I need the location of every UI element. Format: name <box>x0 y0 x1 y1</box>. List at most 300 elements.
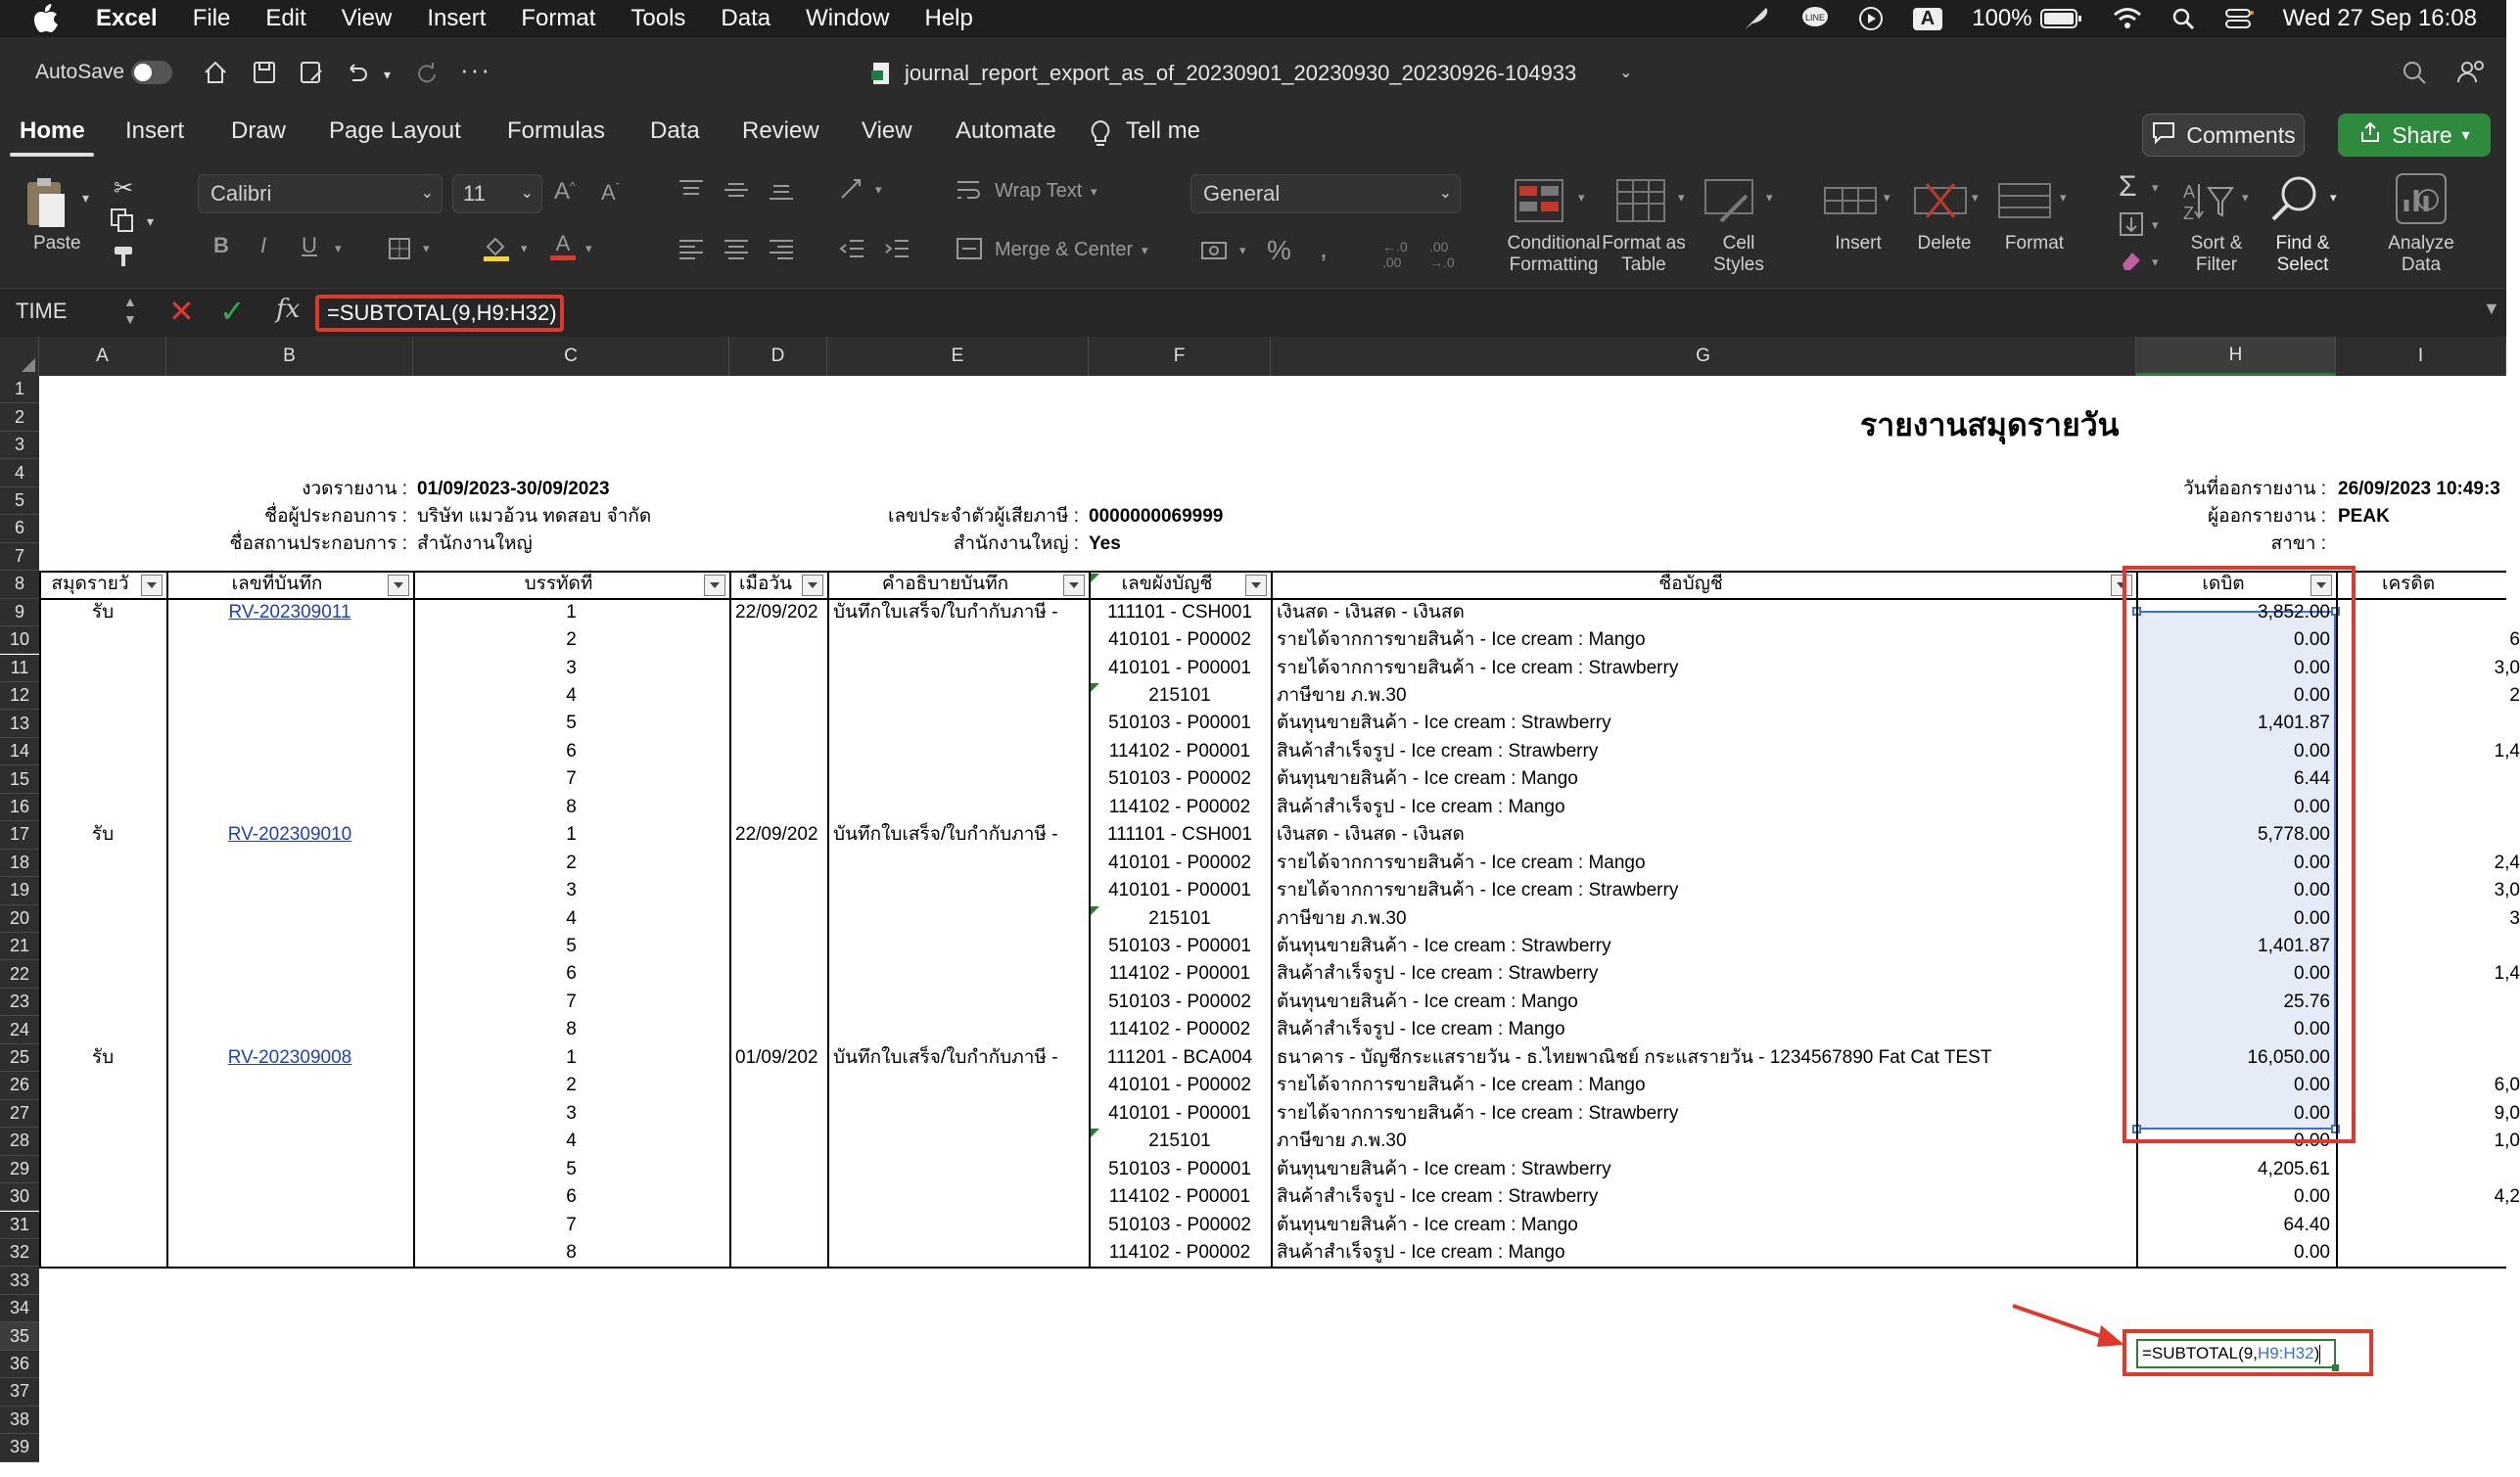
table-cell[interactable]: 4 <box>566 1131 577 1152</box>
row-header[interactable]: 24 <box>0 1016 39 1043</box>
fill-color-icon[interactable] <box>482 233 511 267</box>
cancel-formula-icon[interactable]: ✕ <box>168 294 195 329</box>
align-middle-icon[interactable] <box>723 178 750 207</box>
menu-view[interactable]: View <box>341 5 393 31</box>
row-header[interactable]: 11 <box>0 655 39 682</box>
undo-icon[interactable] <box>343 59 370 91</box>
table-cell[interactable]: 5 <box>566 1158 577 1179</box>
credit-cell[interactable]: 4,2 <box>2494 1186 2520 1208</box>
tab-automate[interactable]: Automate <box>956 117 1056 144</box>
undo-dropdown-icon[interactable]: ▾ <box>384 67 392 82</box>
paste-label[interactable]: Paste <box>33 233 81 254</box>
table-cell[interactable]: รายได้จากการขายสินค้า - Ice cream : Strawberry <box>1277 657 1679 678</box>
menu-tools[interactable]: Tools <box>630 5 686 31</box>
row-header[interactable]: 30 <box>0 1183 39 1211</box>
share-button[interactable] <box>2338 114 2491 157</box>
align-bottom-icon[interactable] <box>768 178 795 207</box>
apple-icon[interactable] <box>29 2 63 35</box>
table-cell[interactable]: ต้นทุนขายสินค้า - Ice cream : Strawberry <box>1277 1158 1611 1179</box>
table-cell[interactable]: ภาษีขาย ภ.พ.30 <box>1277 684 1407 706</box>
table-header-cell[interactable]: สมุดรายวั <box>51 574 129 595</box>
table-cell[interactable]: 410101 - P00001 <box>1108 880 1251 901</box>
branch-label[interactable]: สาขา : <box>2270 533 2326 554</box>
table-cell[interactable]: สินค้าสำเร็จรูป - Ice cream : Strawberry <box>1277 740 1599 762</box>
table-cell[interactable]: 114102 - P00002 <box>1108 1241 1251 1263</box>
period-value[interactable]: 01/09/2023-30/09/2023 <box>417 479 610 499</box>
analyze-data-label[interactable]: Analyze Data <box>2388 233 2454 275</box>
filter-dropdown-icon[interactable] <box>141 575 163 596</box>
debit-cell[interactable]: 0.00 <box>2294 1241 2330 1263</box>
expand-formula-icon[interactable]: ▼ <box>2483 299 2500 318</box>
filter-dropdown-icon[interactable] <box>802 575 823 596</box>
filter-dropdown-icon[interactable] <box>388 575 409 596</box>
debit-cell[interactable]: 16,050.00 <box>2247 1046 2330 1068</box>
feather-icon[interactable] <box>1743 6 1772 31</box>
table-cell[interactable]: 510103 - P00002 <box>1108 1214 1251 1235</box>
comments-button[interactable] <box>2142 114 2305 157</box>
row-header[interactable]: 29 <box>0 1156 39 1183</box>
table-cell[interactable]: สินค้าสำเร็จรูป - Ice cream : Strawberry <box>1277 1186 1599 1208</box>
font-name-select[interactable] <box>198 174 443 213</box>
issued-label[interactable]: วันที่ออกรายงาน : <box>2182 479 2326 499</box>
table-cell[interactable]: 114102 - P00001 <box>1108 963 1251 985</box>
menu-insert[interactable]: Insert <box>427 5 487 31</box>
debit-cell[interactable]: 0.00 <box>2294 852 2330 873</box>
table-cell[interactable]: 114102 - P00002 <box>1108 1019 1251 1040</box>
table-cell[interactable]: 8 <box>566 1241 577 1263</box>
row-header[interactable]: 19 <box>0 877 39 904</box>
table-cell[interactable]: 01/09/202 <box>735 1046 818 1068</box>
table-cell[interactable]: 114102 - P00001 <box>1108 1186 1251 1208</box>
filter-dropdown-icon[interactable] <box>1063 575 1085 596</box>
tab-formulas[interactable]: Formulas <box>507 117 606 144</box>
taxid-label[interactable]: เลขประจำตัวผู้เสียภาษี : <box>887 506 1079 527</box>
italic-icon[interactable]: I <box>260 233 267 257</box>
debit-cell[interactable]: 0.00 <box>2294 1131 2330 1152</box>
table-cell[interactable]: 410101 - P00002 <box>1108 852 1251 873</box>
table-cell[interactable]: 7 <box>566 768 577 790</box>
conditional-formatting-label[interactable]: Conditional Formatting <box>1507 233 1601 275</box>
table-cell[interactable]: เงินสด - เงินสด - เงินสด <box>1277 601 1465 623</box>
credit-cell[interactable]: 3 <box>2509 907 2520 929</box>
table-cell[interactable]: 111101 - CSH001 <box>1107 824 1252 846</box>
spotlight-search-icon[interactable] <box>2171 7 2195 30</box>
formula-input[interactable] <box>315 295 564 332</box>
table-cell[interactable]: 410101 - P00001 <box>1108 1102 1251 1124</box>
control-center-icon[interactable] <box>2224 7 2254 30</box>
location-value[interactable]: สำนักงานใหญ่ <box>417 533 533 554</box>
credit-cell[interactable]: 3,0 <box>2494 657 2520 678</box>
table-cell[interactable]: 510103 - P00001 <box>1108 936 1251 956</box>
tab-data[interactable]: Data <box>650 117 700 144</box>
tab-insert[interactable]: Insert <box>125 117 185 144</box>
clear-dropdown-icon[interactable]: ▾ <box>2152 254 2159 269</box>
column-header[interactable]: I <box>2336 337 2506 376</box>
table-cell[interactable]: สินค้าสำเร็จรูป - Ice cream : Mango <box>1277 796 1565 817</box>
table-header-cell[interactable]: เดบิต <box>2202 574 2245 595</box>
save-icon[interactable] <box>251 59 278 91</box>
error-indicator-icon[interactable] <box>1091 683 1099 692</box>
wifi-icon[interactable] <box>2113 7 2142 30</box>
percent-icon[interactable]: % <box>1267 235 1291 265</box>
report-title[interactable]: รายงานสมุดรายวัน <box>1860 407 2120 442</box>
issuer-label[interactable]: ผู้ออกรายงาน : <box>2208 506 2326 527</box>
row-header[interactable]: 36 <box>0 1351 39 1378</box>
table-cell[interactable]: 3 <box>566 880 577 901</box>
table-cell[interactable]: 22/09/202 <box>735 824 818 846</box>
fill-down-icon[interactable] <box>2119 211 2144 242</box>
row-header[interactable]: 27 <box>0 1100 39 1128</box>
table-cell[interactable]: รับ <box>91 824 115 846</box>
font-color-dropdown-icon[interactable]: ▾ <box>585 241 592 255</box>
headoffice-label[interactable]: สำนักงานใหญ่ : <box>953 533 1079 554</box>
format-as-table-label[interactable]: Format as Table <box>1602 233 1686 275</box>
format-painter-icon[interactable] <box>112 245 137 275</box>
conditional-formatting-icon[interactable] <box>1514 178 1564 228</box>
paste-icon[interactable] <box>23 174 67 238</box>
table-cell[interactable]: 6 <box>566 963 577 985</box>
cell-styles-icon[interactable] <box>1703 178 1754 228</box>
table-cell[interactable]: 510103 - P00002 <box>1108 768 1251 790</box>
increase-decimal-icon[interactable]: ←.0 .00 <box>1382 239 1408 270</box>
format-cells-dropdown-icon[interactable]: ▾ <box>2060 190 2067 205</box>
menu-edit[interactable]: Edit <box>265 5 306 31</box>
debit-cell[interactable]: 0.00 <box>2294 796 2330 817</box>
align-left-icon[interactable] <box>677 237 705 265</box>
autosum-dropdown-icon[interactable]: ▾ <box>2152 180 2159 195</box>
column-header[interactable]: B <box>166 337 413 376</box>
table-cell[interactable]: 5 <box>566 936 577 956</box>
table-cell[interactable]: 4 <box>566 684 577 706</box>
menu-help[interactable]: Help <box>924 5 973 31</box>
row-header[interactable]: 20 <box>0 905 39 933</box>
debit-cell[interactable]: 4,205.61 <box>2258 1158 2330 1179</box>
row-header[interactable]: 6 <box>0 515 39 542</box>
borders-icon[interactable] <box>388 237 411 265</box>
row-header[interactable]: 35 <box>0 1322 39 1350</box>
table-cell[interactable]: 410101 - P00002 <box>1108 629 1251 651</box>
journal-link[interactable]: RV-202309008 <box>227 1046 352 1068</box>
row-header[interactable]: 33 <box>0 1267 39 1294</box>
sort-filter-label[interactable]: Sort & Filter <box>2190 233 2243 275</box>
table-cell[interactable]: 410101 - P00001 <box>1108 657 1251 678</box>
battery-icon[interactable] <box>2040 8 2083 29</box>
taxid-value[interactable]: 0000000069999 <box>1089 506 1224 527</box>
debit-cell[interactable]: 1,401.87 <box>2258 713 2330 734</box>
wrap-text-icon[interactable] <box>956 178 983 208</box>
table-cell[interactable]: 2 <box>566 629 577 651</box>
merge-center-icon[interactable] <box>956 237 983 265</box>
more-icon[interactable]: ··· <box>460 55 491 84</box>
find-select-dropdown-icon[interactable]: ▾ <box>2330 190 2337 205</box>
debit-cell[interactable]: 0.00 <box>2294 657 2330 678</box>
table-header-cell[interactable]: ชื่อบัญชี <box>1658 574 1723 595</box>
debit-cell[interactable]: 0.00 <box>2294 1019 2330 1040</box>
table-cell[interactable]: 6 <box>566 1186 577 1208</box>
row-header[interactable]: 2 <box>0 403 39 431</box>
row-header[interactable]: 5 <box>0 487 39 515</box>
menu-data[interactable]: Data <box>721 5 771 31</box>
journal-link[interactable]: RV-202309010 <box>227 824 352 846</box>
row-header[interactable]: 39 <box>0 1434 39 1461</box>
filter-dropdown-icon[interactable] <box>704 575 725 596</box>
sort-filter-dropdown-icon[interactable]: ▾ <box>2242 190 2249 205</box>
row-header[interactable]: 10 <box>0 626 39 654</box>
table-cell[interactable]: 215101 <box>1148 1131 1211 1152</box>
table-cell[interactable]: 111101 - CSH001 <box>1107 601 1252 623</box>
document-title[interactable]: journal_report_export_as_of_20230901_20230930_20230926-104933 <box>905 61 1577 85</box>
menu-window[interactable]: Window <box>806 5 890 31</box>
column-header[interactable]: G <box>1271 337 2136 376</box>
table-cell[interactable]: 215101 <box>1148 907 1211 929</box>
select-all-corner[interactable] <box>0 337 39 376</box>
debit-cell[interactable]: 0.00 <box>2294 740 2330 762</box>
format-cells-label[interactable]: Format <box>2004 233 2065 254</box>
table-cell[interactable]: รายได้จากการขายสินค้า - Ice cream : Mango <box>1277 629 1646 651</box>
autosum-icon[interactable]: Σ <box>2119 170 2137 203</box>
menu-file[interactable]: File <box>192 5 231 31</box>
table-cell[interactable]: 8 <box>566 1019 577 1040</box>
table-cell[interactable]: 114102 - P00002 <box>1108 796 1251 817</box>
align-right-icon[interactable] <box>768 237 795 265</box>
row-header[interactable]: 25 <box>0 1044 39 1072</box>
orientation-icon[interactable] <box>838 176 867 207</box>
table-cell[interactable]: บันทึกใบเสร็จ/ใบกำกับภาษี - <box>833 601 1058 623</box>
credit-cell[interactable]: 6 <box>2509 629 2520 651</box>
column-header[interactable]: H <box>2136 337 2336 376</box>
error-indicator-icon[interactable] <box>1091 574 1099 582</box>
redo-icon[interactable] <box>413 59 441 91</box>
row-header[interactable]: 12 <box>0 682 39 710</box>
autosave-toggle[interactable] <box>131 61 172 84</box>
debit-cell[interactable]: 0.00 <box>2294 1186 2330 1208</box>
row-header[interactable]: 16 <box>0 794 39 821</box>
format-cells-icon[interactable] <box>1997 178 2052 228</box>
decrease-decimal-icon[interactable]: .00 →.0 <box>1429 239 1455 270</box>
title-dropdown-icon[interactable]: ⌄ <box>1619 65 1633 81</box>
debit-cell[interactable]: 0.00 <box>2294 684 2330 706</box>
name-box-stepper-icon[interactable]: ▲ ▼ <box>123 294 137 327</box>
error-indicator-icon[interactable] <box>1091 906 1099 915</box>
paste-dropdown-icon[interactable]: ▾ <box>82 190 90 206</box>
borders-dropdown-icon[interactable]: ▾ <box>423 241 430 255</box>
column-header[interactable]: D <box>729 337 827 376</box>
copy-dropdown-icon[interactable]: ▾ <box>147 213 155 229</box>
table-cell[interactable]: ภาษีขาย ภ.พ.30 <box>1277 907 1407 929</box>
location-label[interactable]: ชื่อสถานประกอบการ : <box>229 533 407 554</box>
copy-icon[interactable] <box>110 208 135 238</box>
debit-cell[interactable]: 6.44 <box>2294 768 2330 790</box>
comma-style-icon[interactable]: , <box>1320 233 1328 263</box>
font-size-select[interactable] <box>452 174 542 213</box>
analyze-data-icon[interactable] <box>2393 170 2450 232</box>
merge-center-dropdown-icon[interactable]: ▾ <box>1142 243 1148 257</box>
table-cell[interactable]: 1 <box>566 824 577 846</box>
table-cell[interactable]: เงินสด - เงินสด - เงินสด <box>1277 824 1465 846</box>
headoffice-value[interactable]: Yes <box>1089 533 1121 554</box>
account-icon[interactable] <box>2455 59 2485 91</box>
credit-cell[interactable]: 1,4 <box>2494 963 2520 985</box>
enter-formula-icon[interactable]: ✓ <box>219 294 246 329</box>
sort-filter-icon[interactable] <box>2181 178 2234 228</box>
operator-value[interactable]: บริษัท แมวอ้วน ทดสอบ จำกัด <box>417 506 652 527</box>
table-cell[interactable]: 5 <box>566 713 577 734</box>
table-cell[interactable]: 114102 - P00001 <box>1108 740 1251 762</box>
row-header[interactable]: 21 <box>0 933 39 960</box>
debit-cell[interactable]: 3,852.00 <box>2258 601 2330 623</box>
align-top-icon[interactable] <box>677 178 705 207</box>
table-cell[interactable]: 111201 - BCA004 <box>1106 1046 1253 1068</box>
row-header[interactable]: 1 <box>0 376 39 403</box>
row-header[interactable]: 14 <box>0 738 39 765</box>
orientation-dropdown-icon[interactable]: ▾ <box>875 182 882 197</box>
table-cell[interactable]: สินค้าสำเร็จรูป - Ice cream : Strawberry <box>1277 963 1599 985</box>
table-cell[interactable]: ภาษีขาย ภ.พ.30 <box>1277 1131 1407 1152</box>
menu-app-excel[interactable]: Excel <box>96 5 158 31</box>
row-header[interactable]: 22 <box>0 960 39 988</box>
format-as-table-icon[interactable] <box>1615 178 1666 228</box>
table-cell[interactable]: ต้นทุนขายสินค้า - Ice cream : Mango <box>1277 1214 1578 1235</box>
align-center-icon[interactable] <box>723 237 750 265</box>
font-color-icon[interactable] <box>548 231 578 267</box>
line-app-icon[interactable] <box>1801 6 1829 31</box>
play-circle-icon[interactable] <box>1858 6 1884 31</box>
table-cell[interactable]: 3 <box>566 1102 577 1124</box>
row-header[interactable]: 15 <box>0 765 39 793</box>
column-header[interactable]: A <box>39 337 166 376</box>
table-cell[interactable]: ธนาคาร - บัญชีกระแสรายวัน - ธ.ไทยพาณิชย์ กระแสรายวัน - 1234567890 Fat Cat TEST <box>1277 1046 1992 1068</box>
table-cell[interactable]: 7 <box>566 1214 577 1235</box>
credit-cell[interactable]: 2,4 <box>2494 852 2520 873</box>
row-header[interactable]: 23 <box>0 989 39 1016</box>
table-cell[interactable]: บันทึกใบเสร็จ/ใบกำกับภาษี - <box>833 824 1058 846</box>
home-icon[interactable] <box>202 59 229 91</box>
table-header-cell[interactable]: เมื่อวัน <box>738 574 793 595</box>
table-cell[interactable]: สินค้าสำเร็จรูป - Ice cream : Mango <box>1277 1019 1565 1040</box>
decrease-indent-icon[interactable] <box>838 237 865 265</box>
accounting-format-icon[interactable] <box>1200 237 1232 267</box>
find-select-label[interactable]: Find & Select <box>2275 233 2330 275</box>
table-cell[interactable]: รายได้จากการขายสินค้า - Ice cream : Strawberry <box>1277 880 1679 901</box>
row-header[interactable]: 37 <box>0 1378 39 1406</box>
column-header[interactable]: C <box>413 337 729 376</box>
row-header[interactable]: 3 <box>0 432 39 459</box>
menu-format[interactable]: Format <box>521 5 596 31</box>
delete-cells-dropdown-icon[interactable]: ▾ <box>1972 190 1979 205</box>
credit-cell[interactable]: 1,0 <box>2494 1131 2520 1152</box>
table-cell[interactable]: ต้นทุนขายสินค้า - Ice cream : Mango <box>1277 991 1578 1012</box>
credit-cell[interactable]: 2 <box>2509 684 2520 706</box>
insert-cells-icon[interactable] <box>1823 178 1878 228</box>
increase-font-icon[interactable]: A^ <box>554 178 576 205</box>
insert-cells-label[interactable]: Insert <box>1835 233 1882 254</box>
underline-dropdown-icon[interactable]: ▾ <box>335 241 342 255</box>
operator-label[interactable]: ชื่อผู้ประกอบการ : <box>264 506 407 527</box>
worksheet-grid[interactable] <box>0 337 2520 1477</box>
table-cell[interactable]: 2 <box>566 1075 577 1096</box>
debit-cell[interactable]: 64.40 <box>2283 1214 2330 1235</box>
table-cell[interactable]: 3 <box>566 657 577 678</box>
credit-cell[interactable]: 9,0 <box>2494 1102 2520 1124</box>
insert-function-icon[interactable]: fx <box>276 295 301 324</box>
format-as-table-dropdown-icon[interactable]: ▾ <box>1678 190 1685 205</box>
save-as-icon[interactable] <box>298 59 325 91</box>
cell-styles-dropdown-icon[interactable]: ▾ <box>1766 190 1773 205</box>
table-cell[interactable]: ต้นทุนขายสินค้า - Ice cream : Strawberry <box>1277 713 1611 734</box>
underline-icon[interactable]: U <box>302 233 317 257</box>
table-cell[interactable]: ต้นทุนขายสินค้า - Ice cream : Strawberry <box>1277 936 1611 956</box>
credit-cell[interactable]: 6,0 <box>2494 1075 2520 1096</box>
issued-value[interactable]: 26/09/2023 10:49:3 <box>2338 479 2500 499</box>
insert-cells-dropdown-icon[interactable]: ▾ <box>1884 190 1890 205</box>
delete-cells-label[interactable]: Delete <box>1917 233 1972 254</box>
row-header[interactable]: 32 <box>0 1239 39 1267</box>
debit-cell[interactable]: 0.00 <box>2294 963 2330 985</box>
credit-cell[interactable]: 1,4 <box>2494 740 2520 762</box>
tab-review[interactable]: Review <box>742 117 819 144</box>
table-cell[interactable]: ต้นทุนขายสินค้า - Ice cream : Mango <box>1277 768 1578 790</box>
table-cell[interactable]: 2 <box>566 852 577 873</box>
table-cell[interactable]: 4 <box>566 907 577 929</box>
accounting-dropdown-icon[interactable]: ▾ <box>1239 243 1246 257</box>
table-cell[interactable]: 22/09/202 <box>735 601 818 623</box>
table-header-cell[interactable]: เครดิต <box>2381 574 2436 595</box>
table-cell[interactable]: รับ <box>91 1046 115 1068</box>
table-cell[interactable]: 1 <box>566 601 577 623</box>
conditional-formatting-dropdown-icon[interactable]: ▾ <box>1578 190 1585 205</box>
tab-page-layout[interactable]: Page Layout <box>329 117 461 144</box>
table-cell[interactable]: 8 <box>566 796 577 817</box>
increase-indent-icon[interactable] <box>883 237 910 265</box>
debit-cell[interactable]: 1,401.87 <box>2258 936 2330 956</box>
fill-color-dropdown-icon[interactable]: ▾ <box>521 241 528 255</box>
table-header-cell[interactable]: คำอธิบายบันทึก <box>881 574 1009 595</box>
row-header[interactable]: 8 <box>0 571 39 598</box>
table-cell[interactable]: 510103 - P00001 <box>1108 1158 1251 1179</box>
debit-cell[interactable]: 25.76 <box>2283 991 2330 1012</box>
table-header-cell[interactable]: เลขผังบัญชี <box>1121 574 1213 595</box>
row-header[interactable]: 26 <box>0 1072 39 1099</box>
table-cell[interactable]: 410101 - P00002 <box>1108 1075 1251 1096</box>
table-cell[interactable]: รายได้จากการขายสินค้า - Ice cream : Strawberry <box>1277 1102 1679 1124</box>
debit-cell[interactable]: 0.00 <box>2294 880 2330 901</box>
tell-me-search[interactable]: Tell me <box>1126 117 1201 144</box>
table-cell[interactable]: รายได้จากการขายสินค้า - Ice cream : Mango <box>1277 852 1646 873</box>
filter-dropdown-icon[interactable] <box>1245 575 1267 596</box>
row-header[interactable]: 4 <box>0 459 39 486</box>
journal-link[interactable]: RV-202309011 <box>228 601 351 623</box>
period-label[interactable]: งวดรายงาน : <box>302 479 407 499</box>
table-cell[interactable]: บันทึกใบเสร็จ/ใบกำกับภาษี - <box>833 1046 1058 1068</box>
column-header[interactable]: F <box>1089 337 1271 376</box>
delete-cells-icon[interactable] <box>1913 178 1968 228</box>
table-cell[interactable]: สินค้าสำเร็จรูป - Ice cream : Mango <box>1277 1241 1565 1263</box>
wrap-text-button[interactable]: Wrap Text <box>995 180 1083 202</box>
table-header-cell[interactable]: บรรทัดที่ <box>524 574 593 595</box>
name-box[interactable]: TIME <box>16 299 68 323</box>
table-cell[interactable]: 6 <box>566 740 577 762</box>
clock-datetime[interactable]: Wed 27 Sep 16:08 <box>2282 5 2477 31</box>
column-header[interactable]: E <box>827 337 1089 376</box>
cell-styles-label[interactable]: Cell Styles <box>1713 233 1764 275</box>
clear-icon[interactable] <box>2119 249 2144 277</box>
cut-icon[interactable]: ✂ <box>114 175 134 202</box>
table-cell[interactable]: 215101 <box>1148 684 1211 706</box>
debit-cell[interactable]: 5,778.00 <box>2258 824 2330 846</box>
credit-cell[interactable]: 3,0 <box>2494 880 2520 901</box>
table-cell[interactable]: 510103 - P00002 <box>1108 991 1251 1012</box>
tab-view[interactable]: View <box>862 117 912 144</box>
